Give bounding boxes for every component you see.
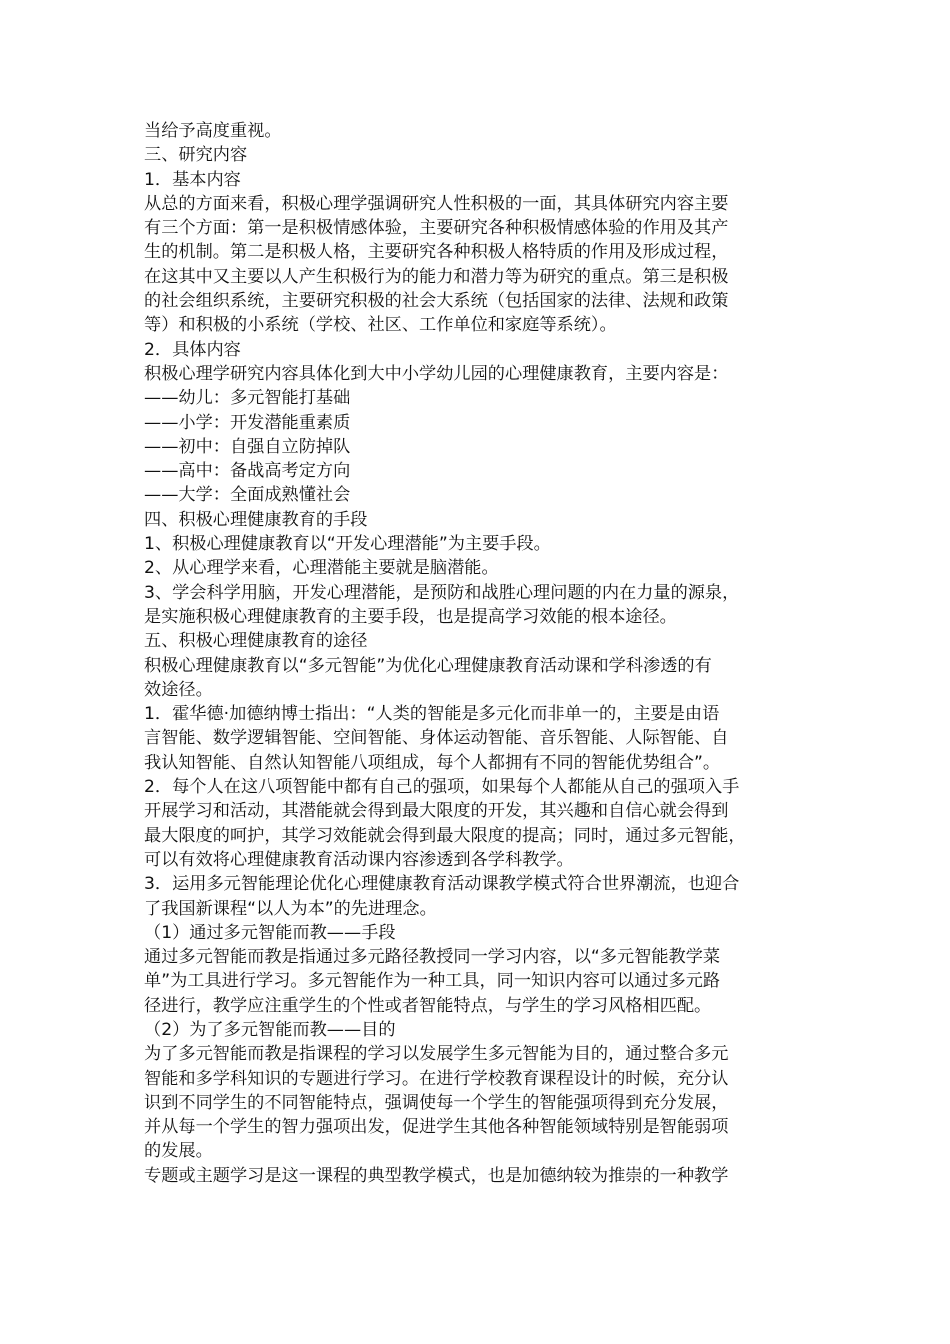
text-line: 专题或主题学习是这一课程的典型教学模式，也是加德纳较为推崇的一种教学	[144, 1165, 729, 1186]
text-line: 效途径。	[144, 679, 213, 700]
text-line: 单”为工具进行学习。多元智能作为一种工具，同一知识内容可以通过多元路	[144, 971, 721, 992]
text-line: 识到不同学生的不同智能特点，强调使每一个学生的智能强项得到充分发展，	[144, 1092, 729, 1113]
text-line: 通过多元智能而教是指通过多元路径教授同一学习内容，以“多元智能教学菜	[144, 947, 721, 968]
text-line: 是实施积极心理健康教育的主要手段，也是提高学习效能的根本途径。	[144, 606, 677, 627]
text-line: 可以有效将心理健康教育活动课内容渗透到各学科教学。	[144, 849, 574, 870]
text-line: 并从每一个学生的智力强项出发，促进学生其他各种智能领域特别是智能弱项	[144, 1117, 729, 1138]
text-line: 积极心理健康教育以“多元智能”为优化心理健康教育活动课和学科渗透的有	[144, 655, 712, 676]
text-line: 生的机制。第二是积极人格，主要研究各种积极人格特质的作用及形成过程，	[144, 242, 729, 263]
text-line: （1）通过多元智能而教——手段	[144, 922, 396, 943]
text-line: 2．具体内容	[144, 339, 241, 360]
text-line: 2．每个人在这八项智能中都有自己的强项，如果每个人都能从自己的强项入手	[144, 777, 740, 798]
text-line: ——大学：全面成熟懂社会	[144, 485, 351, 506]
text-line: 五、积极心理健康教育的途径	[144, 631, 368, 652]
text-line: 三、研究内容	[144, 145, 248, 166]
text-line: 了我国新课程“以人为本”的先进理念。	[144, 898, 437, 919]
text-line: 径进行，教学应注重学生的个性或者智能特点，与学生的学习风格相匹配。	[144, 995, 712, 1016]
text-line: 开展学习和活动，其潜能就会得到最大限度的开发，其兴趣和自信心就会得到	[144, 801, 729, 822]
text-line: 我认知智能、自然认知智能八项组成，每个人都拥有不同的智能优势组合”。	[144, 752, 721, 773]
text-line: 1．霍华德·加德纳博士指出：“人类的智能是多元化而非单一的，主要是由语	[144, 704, 720, 725]
text-line: 在这其中又主要以人产生积极行为的能力和潜力等为研究的重点。第三是积极	[144, 266, 729, 287]
text-line: 为了多元智能而教是指课程的学习以发展学生多元智能为目的，通过整合多元	[144, 1044, 729, 1065]
document-body	[144, 119, 816, 1188]
text-line: ——高中：备战高考定方向	[144, 461, 351, 482]
text-line: 最大限度的呵护，其学习效能就会得到最大限度的提高；同时，通过多元智能，	[144, 825, 746, 846]
text-line: 3、学会科学用脑，开发心理潜能，是预防和战胜心理问题的内在力量的源泉，	[144, 582, 740, 603]
text-line: 言智能、数学逻辑智能、空间智能、身体运动智能、音乐智能、人际智能、自	[144, 728, 729, 749]
text-line: 积极心理学研究内容具体化到大中小学幼儿园的心理健康教育，主要内容是：	[144, 363, 729, 384]
text-line: ——幼儿：多元智能打基础	[144, 388, 351, 409]
text-line: 3．运用多元智能理论优化心理健康教育活动课教学模式符合世界潮流，也迎合	[144, 874, 740, 895]
text-line: 当给予高度重视。	[144, 121, 282, 141]
text-line: 的发展。	[144, 1141, 213, 1162]
text-line: 智能和多学科知识的专题进行学习。在进行学校教育课程设计的时候，充分认	[144, 1068, 729, 1089]
text-line: 从总的方面来看，积极心理学强调研究人性积极的一面，其具体研究内容主要	[144, 193, 729, 214]
text-line: 1、积极心理健康教育以“开发心理潜能”为主要手段。	[144, 534, 551, 555]
text-line: 2、从心理学来看，心理潜能主要就是脑潜能。	[144, 558, 499, 579]
text-line: ——小学：开发潜能重素质	[144, 412, 351, 433]
text-line: 有三个方面：第一是积极情感体验，主要研究各种积极情感体验的作用及其产	[144, 218, 729, 239]
text-line: ——初中：自强自立防掉队	[144, 436, 351, 457]
text-line: 的社会组织系统，主要研究积极的社会大系统（包括国家的法律、法规和政策	[144, 291, 729, 312]
text-line: 等）和积极的小系统（学校、社区、工作单位和家庭等系统）。	[144, 315, 617, 336]
text-line: 四、积极心理健康教育的手段	[144, 509, 368, 530]
text-line: （2）为了多元智能而教——目的	[144, 1019, 396, 1040]
text-line: 1．基本内容	[144, 169, 241, 190]
